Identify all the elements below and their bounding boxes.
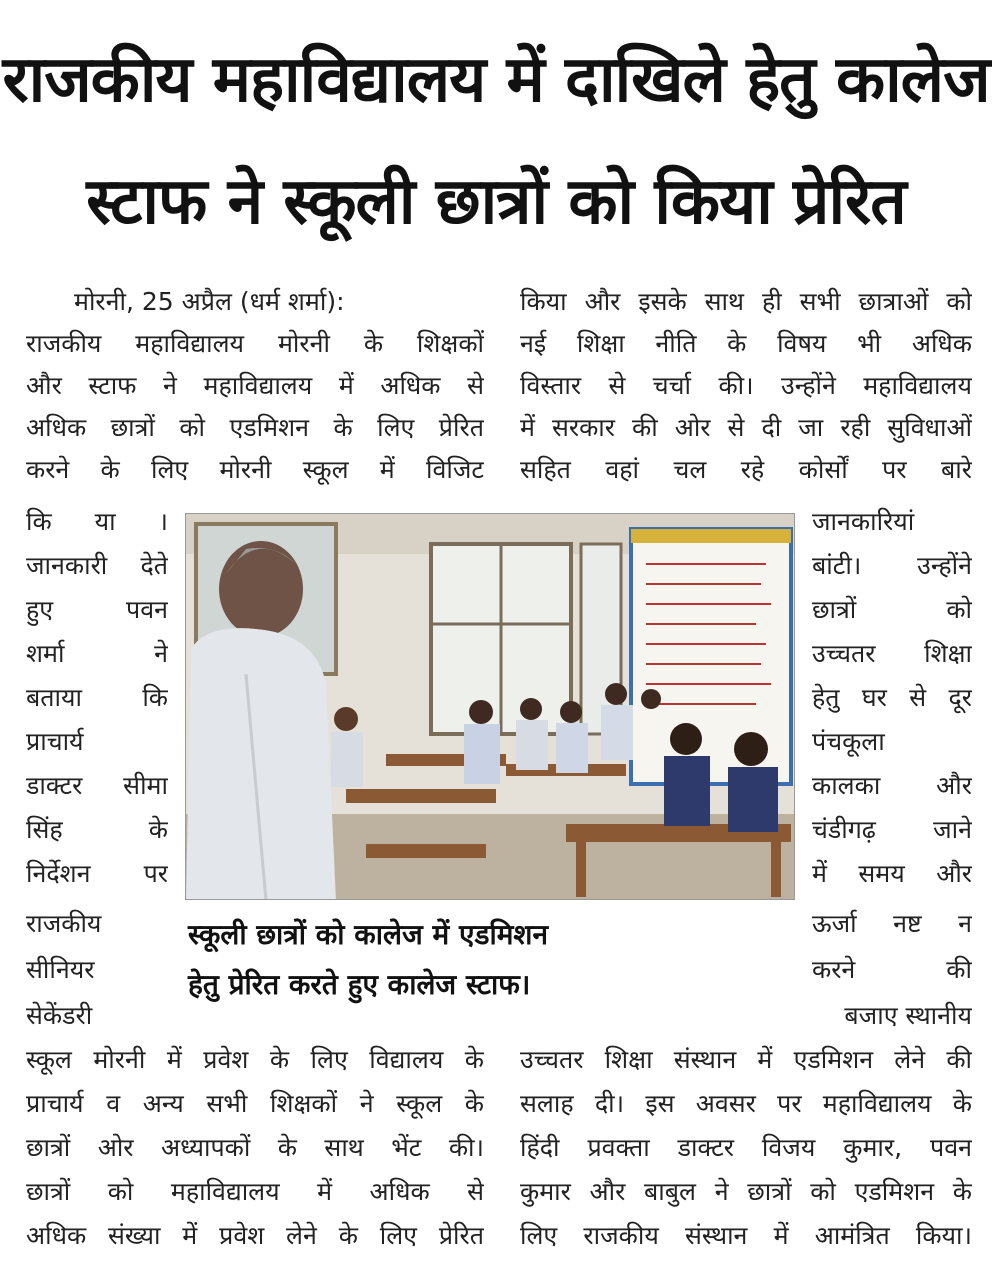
headline-line-1: राजकीय महाविद्यालय में दाखिले हेतु कालेज [2, 43, 990, 117]
body-text-line: सिंह के [26, 815, 168, 844]
body-text-line: किया और इसके साथ ही सभी छात्राओं को [520, 287, 972, 316]
body-text-line: छात्रों ओर अध्यापकों के साथ भेंट की। [26, 1133, 484, 1162]
body-text-line: में समय और [812, 859, 972, 888]
body-text-line: नई शिक्षा नीति के विषय भी अधिक [520, 329, 972, 358]
body-text-line: सीनियर [26, 955, 95, 984]
body-text-line: कि या । [26, 507, 168, 536]
body-text-line: प्राचार्य व अन्य सभी शिक्षकों ने स्कूल के [26, 1089, 484, 1118]
body-text-line: हुए पवन [26, 595, 168, 624]
body-text-line: सेकेंडरी [26, 1001, 93, 1030]
body-text-line: निर्देशन पर [26, 859, 168, 888]
body-text-line: डाक्टर सीमा [26, 771, 168, 800]
body-text-line: शर्मा ने [26, 639, 168, 668]
body-text-line: लिए राजकीय संस्थान में आमंत्रित किया। [520, 1221, 972, 1250]
body-text-line: में सरकार की ओर से दी जा रही सुविधाओं [520, 413, 972, 442]
body-text-line: प्राचार्य [26, 727, 84, 756]
body-text-line: बताया कि [26, 683, 168, 712]
body-text-line: हिंदी प्रवक्ता डाक्टर विजय कुमार, पवन [520, 1133, 972, 1162]
body-text-line: उच्चतर शिक्षा संस्थान में एडमिशन लेने की [520, 1045, 972, 1074]
body-text-line: पंचकूला [812, 727, 885, 756]
body-text-line: सलाह दी। इस अवसर पर महाविद्यालय के [520, 1089, 972, 1118]
photo-caption-line-2: हेतु प्रेरित करते हुए कालेज स्टाफ। [188, 968, 531, 1001]
body-text-line: हेतु घर से दूर [812, 683, 972, 712]
body-text-line: अधिक छात्रों को एडमिशन के लिए प्रेरित [26, 413, 484, 442]
body-text-line: स्कूल मोरनी में प्रवेश के लिए विद्यालय के [26, 1045, 484, 1074]
body-text-line: राजकीय [26, 909, 102, 938]
body-text-line: उच्चतर शिक्षा [812, 639, 972, 668]
body-text-line: और स्टाफ ने महाविद्यालय में अधिक से [26, 371, 484, 400]
body-text-line: छात्रों को महाविद्यालय में अधिक से [26, 1177, 484, 1206]
body-text-line: चंडीगढ़ जाने [812, 815, 972, 844]
body-text-line: कालका और [812, 771, 972, 800]
body-text-line: कुमार और बाबुल ने छात्रों को एडमिशन के [520, 1177, 972, 1206]
news-photo [185, 513, 795, 900]
body-text-line: ऊर्जा नष्ट न [812, 909, 972, 938]
body-text-line: बजाए स्थानीय [844, 1001, 972, 1030]
body-text-line: अधिक संख्या में प्रवेश लेने के लिए प्रेरित [26, 1221, 484, 1250]
body-text-line: छात्रों को [812, 595, 972, 624]
headline-line-2: स्टाफ ने स्कूली छात्रों को किया प्रेरित [86, 165, 906, 239]
body-text-line: जानकारी देते [26, 551, 168, 580]
photo-caption-line-1: स्कूली छात्रों को कालेज में एडमिशन [188, 918, 549, 951]
body-text-line: बांटी। उन्होंने [812, 551, 972, 580]
body-text-line: करने के लिए मोरनी स्कूल में विजिट [26, 455, 484, 484]
body-text-line: सहित वहां चल रहे कोर्सों पर बारे [520, 455, 972, 484]
body-text-line: करने की [812, 955, 972, 984]
body-text-line: राजकीय महाविद्यालय मोरनी के शिक्षकों [26, 329, 484, 358]
body-text-line: जानकारियां [812, 507, 915, 536]
body-text-line: मोरनी, 25 अप्रैल (धर्म शर्मा): [74, 287, 345, 316]
body-text-line: विस्तार से चर्चा की। उन्होंने महाविद्यालय [520, 371, 972, 400]
